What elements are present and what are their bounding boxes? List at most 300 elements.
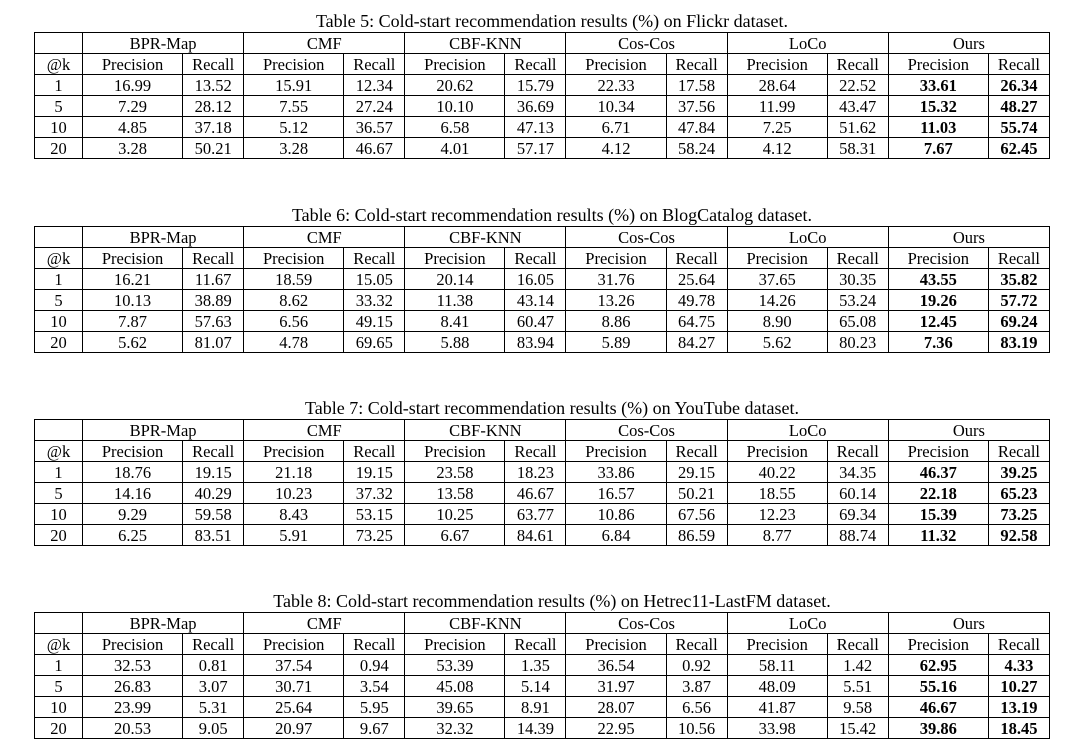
- best-result-cell: 11.32: [888, 525, 988, 546]
- empty-corner-cell: [35, 420, 83, 441]
- result-cell: 53.15: [344, 504, 405, 525]
- result-cell: 6.58: [405, 117, 505, 138]
- best-result-cell: 69.24: [988, 311, 1049, 332]
- result-cell: 58.24: [666, 138, 727, 159]
- result-cell: 33.86: [566, 462, 666, 483]
- result-cell: 10.25: [405, 504, 505, 525]
- result-cell: 10.10: [405, 96, 505, 117]
- method-header: Cos-Cos: [566, 613, 727, 634]
- result-cell: 67.56: [666, 504, 727, 525]
- precision-header: Precision: [244, 248, 344, 269]
- result-cell: 83.94: [505, 332, 566, 353]
- result-cell: 5.89: [566, 332, 666, 353]
- result-cell: 41.87: [727, 697, 827, 718]
- result-cell: 40.29: [183, 483, 244, 504]
- table-row: [35, 483, 1050, 504]
- results-table: [34, 612, 1050, 739]
- k-value-cell: 5: [35, 290, 83, 311]
- precision-header: Precision: [405, 634, 505, 655]
- result-cell: 6.25: [83, 525, 183, 546]
- result-cell: 9.58: [827, 697, 888, 718]
- result-cell: 7.87: [83, 311, 183, 332]
- table-row: [35, 311, 1050, 332]
- result-cell: 6.56: [666, 697, 727, 718]
- k-value-cell: 5: [35, 96, 83, 117]
- result-cell: 57.17: [505, 138, 566, 159]
- empty-corner-cell: [35, 227, 83, 248]
- result-cell: 58.11: [727, 655, 827, 676]
- method-header: Ours: [888, 613, 1049, 634]
- result-cell: 22.33: [566, 75, 666, 96]
- table-row: [35, 332, 1050, 353]
- k-value-cell: 10: [35, 504, 83, 525]
- result-cell: 3.07: [183, 676, 244, 697]
- result-cell: 40.22: [727, 462, 827, 483]
- result-cell: 36.69: [505, 96, 566, 117]
- method-header-row: [35, 420, 1050, 441]
- best-result-cell: 18.45: [988, 718, 1049, 739]
- result-cell: 13.58: [405, 483, 505, 504]
- result-cell: 53.24: [827, 290, 888, 311]
- result-cell: 8.62: [244, 290, 344, 311]
- k-value-cell: 1: [35, 462, 83, 483]
- k-value-cell: 10: [35, 697, 83, 718]
- best-result-cell: 19.26: [888, 290, 988, 311]
- result-cell: 5.31: [183, 697, 244, 718]
- result-cell: 37.65: [727, 269, 827, 290]
- recall-header: Recall: [344, 634, 405, 655]
- result-cell: 7.29: [83, 96, 183, 117]
- result-cell: 30.71: [244, 676, 344, 697]
- best-result-cell: 92.58: [988, 525, 1049, 546]
- method-header: BPR-Map: [83, 420, 244, 441]
- result-cell: 33.32: [344, 290, 405, 311]
- result-cell: 4.12: [727, 138, 827, 159]
- result-cell: 1.35: [505, 655, 566, 676]
- table-caption: Table 7: Cold-start recommendation results (%) on YouTube dataset.: [305, 398, 799, 418]
- method-header: CMF: [244, 33, 405, 54]
- result-cell: 43.14: [505, 290, 566, 311]
- result-cell: 18.55: [727, 483, 827, 504]
- result-cell: 64.75: [666, 311, 727, 332]
- result-cell: 47.13: [505, 117, 566, 138]
- recall-header: Recall: [988, 54, 1049, 75]
- k-value-cell: 5: [35, 483, 83, 504]
- result-cell: 15.05: [344, 269, 405, 290]
- result-cell: 11.99: [727, 96, 827, 117]
- precision-header: Precision: [405, 248, 505, 269]
- recall-header: Recall: [344, 248, 405, 269]
- recall-header: Recall: [827, 248, 888, 269]
- result-cell: 47.84: [666, 117, 727, 138]
- result-cell: 11.67: [183, 269, 244, 290]
- table-row: [35, 96, 1050, 117]
- result-cell: 58.31: [827, 138, 888, 159]
- result-cell: 60.14: [827, 483, 888, 504]
- recall-header: Recall: [505, 248, 566, 269]
- result-cell: 37.18: [183, 117, 244, 138]
- result-cell: 13.52: [183, 75, 244, 96]
- result-cell: 4.01: [405, 138, 505, 159]
- precision-header: Precision: [888, 248, 988, 269]
- table-row: [35, 75, 1050, 96]
- precision-header: Precision: [566, 441, 666, 462]
- result-cell: 5.88: [405, 332, 505, 353]
- method-header: LoCo: [727, 33, 888, 54]
- result-cell: 0.92: [666, 655, 727, 676]
- table-row: [35, 697, 1050, 718]
- results-table-block: [34, 11, 1050, 159]
- result-cell: 48.09: [727, 676, 827, 697]
- result-cell: 19.15: [344, 462, 405, 483]
- precision-header: Precision: [83, 248, 183, 269]
- best-result-cell: 35.82: [988, 269, 1049, 290]
- result-cell: 49.15: [344, 311, 405, 332]
- result-cell: 12.34: [344, 75, 405, 96]
- metric-header-row: [35, 248, 1050, 269]
- precision-header: Precision: [888, 54, 988, 75]
- result-cell: 38.89: [183, 290, 244, 311]
- result-cell: 81.07: [183, 332, 244, 353]
- best-result-cell: 55.74: [988, 117, 1049, 138]
- result-cell: 18.76: [83, 462, 183, 483]
- best-result-cell: 39.25: [988, 462, 1049, 483]
- recall-header: Recall: [183, 441, 244, 462]
- precision-header: Precision: [727, 248, 827, 269]
- result-cell: 5.51: [827, 676, 888, 697]
- best-result-cell: 10.27: [988, 676, 1049, 697]
- k-header: @k: [35, 248, 83, 269]
- result-cell: 20.97: [244, 718, 344, 739]
- result-cell: 15.42: [827, 718, 888, 739]
- result-cell: 84.27: [666, 332, 727, 353]
- precision-header: Precision: [244, 54, 344, 75]
- result-cell: 1.42: [827, 655, 888, 676]
- table-row: [35, 655, 1050, 676]
- result-cell: 12.23: [727, 504, 827, 525]
- result-cell: 84.61: [505, 525, 566, 546]
- result-cell: 27.24: [344, 96, 405, 117]
- method-header: Ours: [888, 420, 1049, 441]
- result-cell: 37.54: [244, 655, 344, 676]
- best-result-cell: 11.03: [888, 117, 988, 138]
- method-header: LoCo: [727, 420, 888, 441]
- result-cell: 49.78: [666, 290, 727, 311]
- result-cell: 46.67: [505, 483, 566, 504]
- result-cell: 88.74: [827, 525, 888, 546]
- result-cell: 33.98: [727, 718, 827, 739]
- metric-header-row: [35, 634, 1050, 655]
- table-row: [35, 718, 1050, 739]
- best-result-cell: 73.25: [988, 504, 1049, 525]
- method-header: CMF: [244, 420, 405, 441]
- result-cell: 16.57: [566, 483, 666, 504]
- result-cell: 50.21: [666, 483, 727, 504]
- best-result-cell: 43.55: [888, 269, 988, 290]
- result-cell: 6.56: [244, 311, 344, 332]
- result-cell: 63.77: [505, 504, 566, 525]
- result-cell: 7.55: [244, 96, 344, 117]
- result-cell: 86.59: [666, 525, 727, 546]
- method-header: Cos-Cos: [566, 420, 727, 441]
- result-cell: 10.56: [666, 718, 727, 739]
- result-cell: 3.54: [344, 676, 405, 697]
- recall-header: Recall: [505, 441, 566, 462]
- result-cell: 3.87: [666, 676, 727, 697]
- result-cell: 10.23: [244, 483, 344, 504]
- precision-header: Precision: [244, 441, 344, 462]
- precision-header: Precision: [888, 441, 988, 462]
- table-caption: Table 5: Cold-start recommendation results (%) on Flickr dataset.: [315, 11, 789, 31]
- result-cell: 15.91: [244, 75, 344, 96]
- precision-header: Precision: [405, 441, 505, 462]
- result-cell: 69.34: [827, 504, 888, 525]
- result-cell: 11.38: [405, 290, 505, 311]
- result-cell: 5.95: [344, 697, 405, 718]
- best-result-cell: 55.16: [888, 676, 988, 697]
- result-cell: 13.26: [566, 290, 666, 311]
- result-cell: 25.64: [666, 269, 727, 290]
- recall-header: Recall: [666, 54, 727, 75]
- precision-header: Precision: [566, 634, 666, 655]
- method-header: Cos-Cos: [566, 227, 727, 248]
- recall-header: Recall: [827, 441, 888, 462]
- method-header: Cos-Cos: [566, 33, 727, 54]
- result-cell: 5.12: [244, 117, 344, 138]
- table-row: [35, 269, 1050, 290]
- result-cell: 7.25: [727, 117, 827, 138]
- table-row: [35, 117, 1050, 138]
- best-result-cell: 15.32: [888, 96, 988, 117]
- result-cell: 19.15: [183, 462, 244, 483]
- results-table-block: [34, 591, 1050, 739]
- method-header: CBF-KNN: [405, 33, 566, 54]
- result-cell: 36.57: [344, 117, 405, 138]
- precision-header: Precision: [244, 634, 344, 655]
- result-cell: 10.86: [566, 504, 666, 525]
- best-result-cell: 39.86: [888, 718, 988, 739]
- result-cell: 10.13: [83, 290, 183, 311]
- result-cell: 0.94: [344, 655, 405, 676]
- method-header: Ours: [888, 33, 1049, 54]
- best-result-cell: 57.72: [988, 290, 1049, 311]
- result-cell: 6.71: [566, 117, 666, 138]
- best-result-cell: 62.95: [888, 655, 988, 676]
- empty-corner-cell: [35, 613, 83, 634]
- table-row: [35, 676, 1050, 697]
- method-header: BPR-Map: [83, 613, 244, 634]
- k-value-cell: 20: [35, 718, 83, 739]
- result-cell: 16.21: [83, 269, 183, 290]
- result-cell: 23.58: [405, 462, 505, 483]
- result-cell: 34.35: [827, 462, 888, 483]
- result-cell: 28.12: [183, 96, 244, 117]
- k-value-cell: 20: [35, 332, 83, 353]
- recall-header: Recall: [183, 248, 244, 269]
- result-cell: 31.76: [566, 269, 666, 290]
- result-cell: 6.67: [405, 525, 505, 546]
- k-value-cell: 1: [35, 655, 83, 676]
- precision-header: Precision: [405, 54, 505, 75]
- recall-header: Recall: [827, 54, 888, 75]
- result-cell: 25.64: [244, 697, 344, 718]
- result-cell: 14.39: [505, 718, 566, 739]
- result-cell: 59.58: [183, 504, 244, 525]
- metric-header-row: [35, 54, 1050, 75]
- result-cell: 8.86: [566, 311, 666, 332]
- k-value-cell: 20: [35, 525, 83, 546]
- empty-corner-cell: [35, 33, 83, 54]
- k-header: @k: [35, 54, 83, 75]
- result-cell: 4.78: [244, 332, 344, 353]
- result-cell: 32.32: [405, 718, 505, 739]
- results-table: [34, 32, 1050, 159]
- best-result-cell: 12.45: [888, 311, 988, 332]
- best-result-cell: 62.45: [988, 138, 1049, 159]
- results-table-block: [34, 205, 1050, 353]
- method-header-row: [35, 33, 1050, 54]
- result-cell: 51.62: [827, 117, 888, 138]
- table-caption: Table 8: Cold-start recommendation results (%) on Hetrec11-LastFM dataset.: [273, 591, 831, 611]
- method-header: CMF: [244, 613, 405, 634]
- result-cell: 20.53: [83, 718, 183, 739]
- k-value-cell: 20: [35, 138, 83, 159]
- method-header-row: [35, 613, 1050, 634]
- recall-header: Recall: [666, 634, 727, 655]
- k-value-cell: 10: [35, 311, 83, 332]
- result-cell: 57.63: [183, 311, 244, 332]
- result-cell: 26.83: [83, 676, 183, 697]
- precision-header: Precision: [83, 634, 183, 655]
- recall-header: Recall: [988, 248, 1049, 269]
- method-header: BPR-Map: [83, 33, 244, 54]
- method-header: CBF-KNN: [405, 227, 566, 248]
- k-value-cell: 1: [35, 269, 83, 290]
- result-cell: 30.35: [827, 269, 888, 290]
- best-result-cell: 33.61: [888, 75, 988, 96]
- table-row: [35, 290, 1050, 311]
- result-cell: 36.54: [566, 655, 666, 676]
- result-cell: 8.77: [727, 525, 827, 546]
- k-value-cell: 1: [35, 75, 83, 96]
- recall-header: Recall: [344, 54, 405, 75]
- precision-header: Precision: [727, 441, 827, 462]
- results-table-block: [34, 398, 1050, 546]
- precision-header: Precision: [83, 441, 183, 462]
- result-cell: 83.51: [183, 525, 244, 546]
- result-cell: 39.65: [405, 697, 505, 718]
- best-result-cell: 13.19: [988, 697, 1049, 718]
- best-result-cell: 15.39: [888, 504, 988, 525]
- result-cell: 3.28: [244, 138, 344, 159]
- result-cell: 18.23: [505, 462, 566, 483]
- recall-header: Recall: [666, 248, 727, 269]
- precision-header: Precision: [727, 634, 827, 655]
- result-cell: 21.18: [244, 462, 344, 483]
- result-cell: 65.08: [827, 311, 888, 332]
- best-result-cell: 7.36: [888, 332, 988, 353]
- result-cell: 8.91: [505, 697, 566, 718]
- precision-header: Precision: [727, 54, 827, 75]
- k-header: @k: [35, 441, 83, 462]
- result-cell: 22.95: [566, 718, 666, 739]
- best-result-cell: 22.18: [888, 483, 988, 504]
- result-cell: 46.67: [344, 138, 405, 159]
- best-result-cell: 7.67: [888, 138, 988, 159]
- method-header: Ours: [888, 227, 1049, 248]
- k-header: @k: [35, 634, 83, 655]
- result-cell: 5.91: [244, 525, 344, 546]
- result-cell: 31.97: [566, 676, 666, 697]
- method-header: LoCo: [727, 227, 888, 248]
- metric-header-row: [35, 441, 1050, 462]
- recall-header: Recall: [183, 54, 244, 75]
- result-cell: 5.62: [727, 332, 827, 353]
- recall-header: Recall: [666, 441, 727, 462]
- result-cell: 8.90: [727, 311, 827, 332]
- recall-header: Recall: [988, 634, 1049, 655]
- precision-header: Precision: [566, 248, 666, 269]
- best-result-cell: 83.19: [988, 332, 1049, 353]
- result-cell: 80.23: [827, 332, 888, 353]
- result-cell: 28.64: [727, 75, 827, 96]
- recall-header: Recall: [988, 441, 1049, 462]
- result-cell: 37.32: [344, 483, 405, 504]
- result-cell: 10.34: [566, 96, 666, 117]
- result-cell: 23.99: [83, 697, 183, 718]
- table-row: [35, 504, 1050, 525]
- result-cell: 15.79: [505, 75, 566, 96]
- recall-header: Recall: [344, 441, 405, 462]
- result-cell: 73.25: [344, 525, 405, 546]
- result-cell: 14.16: [83, 483, 183, 504]
- method-header-row: [35, 227, 1050, 248]
- result-cell: 8.43: [244, 504, 344, 525]
- result-cell: 20.14: [405, 269, 505, 290]
- method-header: CBF-KNN: [405, 613, 566, 634]
- recall-header: Recall: [505, 54, 566, 75]
- result-cell: 50.21: [183, 138, 244, 159]
- method-header: CMF: [244, 227, 405, 248]
- result-cell: 5.14: [505, 676, 566, 697]
- result-cell: 16.99: [83, 75, 183, 96]
- result-cell: 29.15: [666, 462, 727, 483]
- result-cell: 53.39: [405, 655, 505, 676]
- result-cell: 6.84: [566, 525, 666, 546]
- result-cell: 22.52: [827, 75, 888, 96]
- best-result-cell: 65.23: [988, 483, 1049, 504]
- precision-header: Precision: [83, 54, 183, 75]
- table-row: [35, 525, 1050, 546]
- result-cell: 17.58: [666, 75, 727, 96]
- result-cell: 28.07: [566, 697, 666, 718]
- result-cell: 32.53: [83, 655, 183, 676]
- table-caption: Table 6: Cold-start recommendation results (%) on BlogCatalog dataset.: [291, 205, 813, 225]
- results-table: [34, 226, 1050, 353]
- result-cell: 45.08: [405, 676, 505, 697]
- recall-header: Recall: [827, 634, 888, 655]
- recall-header: Recall: [505, 634, 566, 655]
- result-cell: 9.67: [344, 718, 405, 739]
- results-table: [34, 419, 1050, 546]
- best-result-cell: 26.34: [988, 75, 1049, 96]
- result-cell: 3.28: [83, 138, 183, 159]
- result-cell: 9.05: [183, 718, 244, 739]
- result-cell: 5.62: [83, 332, 183, 353]
- table-row: [35, 462, 1050, 483]
- best-result-cell: 46.67: [888, 697, 988, 718]
- k-value-cell: 5: [35, 676, 83, 697]
